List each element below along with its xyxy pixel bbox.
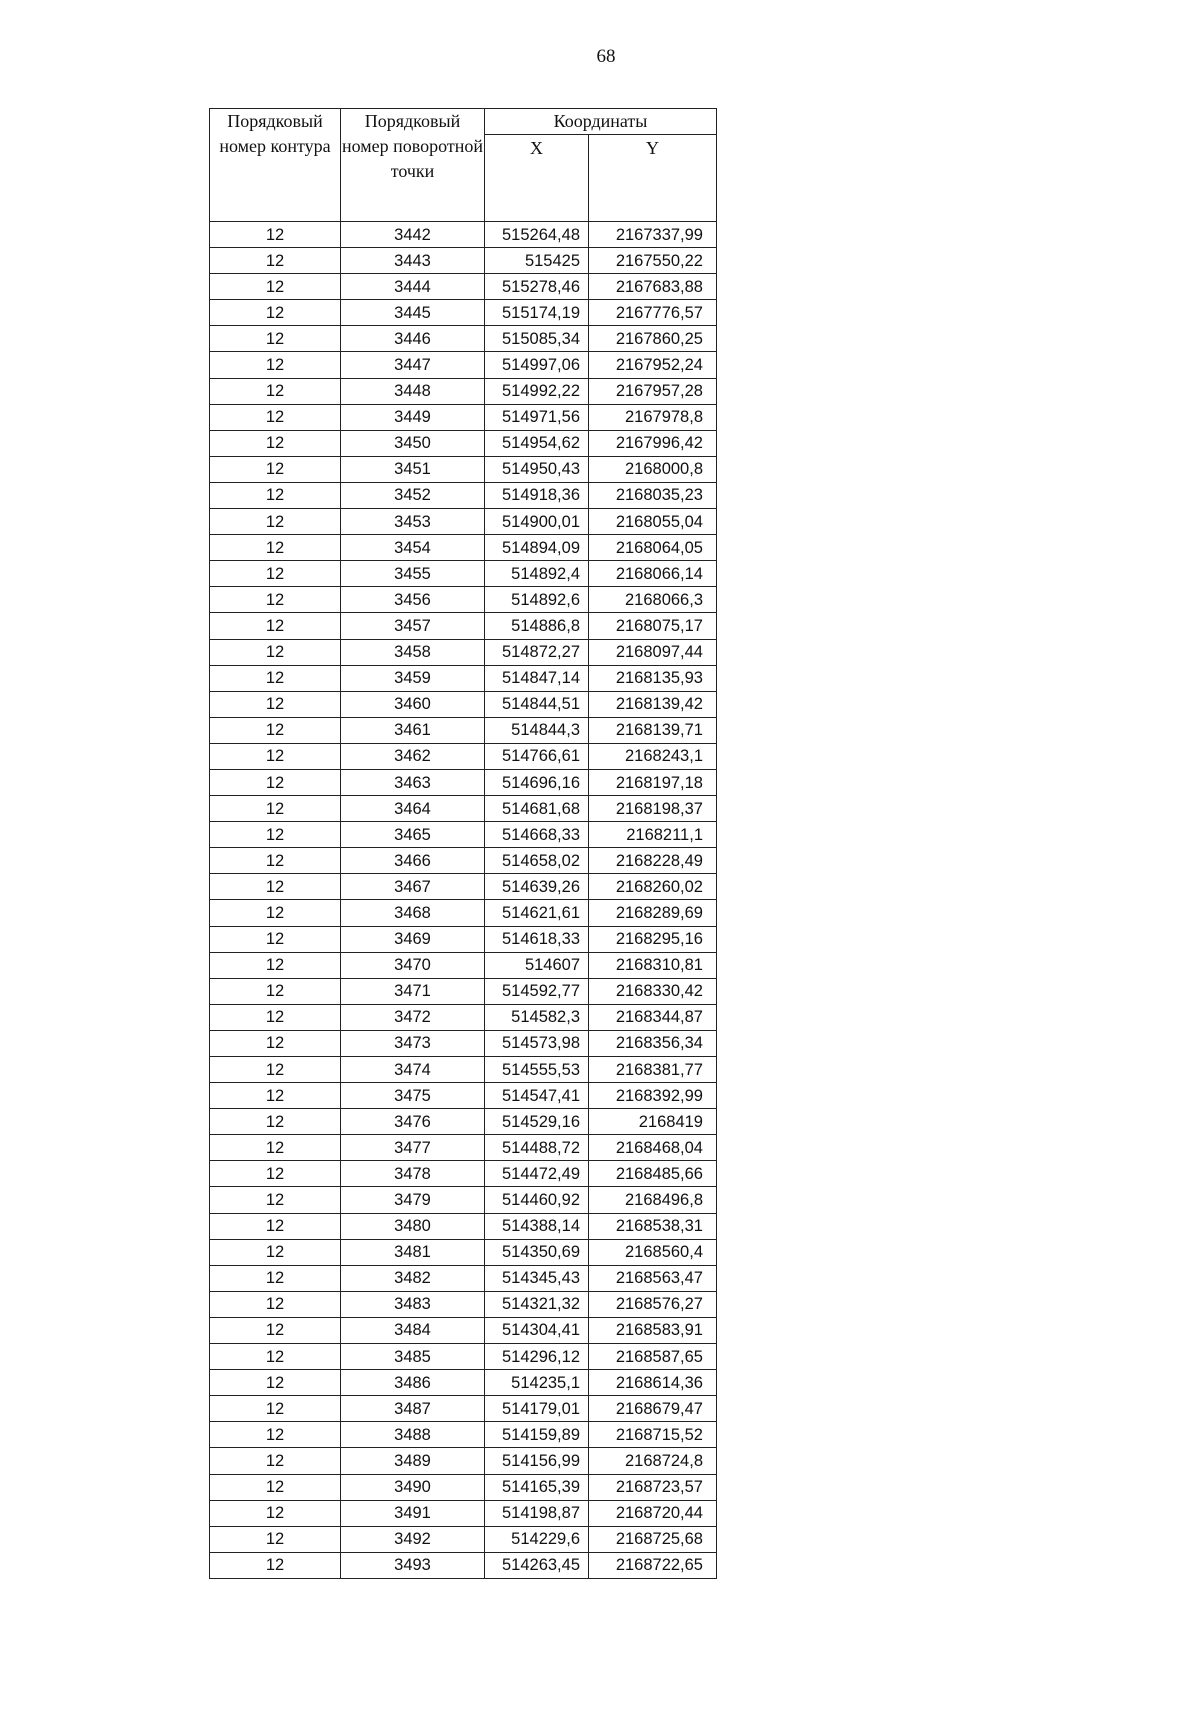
table-row bbox=[210, 613, 717, 639]
contour-number-cell: 12 bbox=[210, 587, 341, 613]
table-row bbox=[210, 1500, 717, 1526]
contour-number-cell: 12 bbox=[210, 274, 341, 300]
contour-number-cell: 12 bbox=[210, 482, 341, 508]
contour-number-cell: 12 bbox=[210, 1552, 341, 1578]
point-number-cell: 3471 bbox=[341, 978, 485, 1004]
contour-number-cell: 12 bbox=[210, 404, 341, 430]
x-coordinate-cell: 514847,14 bbox=[485, 665, 589, 691]
contour-number-cell: 12 bbox=[210, 848, 341, 874]
x-coordinate-cell: 514573,98 bbox=[485, 1030, 589, 1056]
contour-number-cell: 12 bbox=[210, 1030, 341, 1056]
table-row bbox=[210, 743, 717, 769]
y-coordinate-cell: 2168066,3 bbox=[589, 587, 717, 613]
point-number-cell: 3455 bbox=[341, 561, 485, 587]
table-row bbox=[210, 509, 717, 535]
contour-number-cell: 12 bbox=[210, 926, 341, 952]
table-row bbox=[210, 874, 717, 900]
table-row bbox=[210, 535, 717, 561]
contour-number-cell: 12 bbox=[210, 1135, 341, 1161]
x-coordinate-cell: 514639,26 bbox=[485, 874, 589, 900]
point-number-cell: 3489 bbox=[341, 1448, 485, 1474]
x-coordinate-cell: 514844,3 bbox=[485, 717, 589, 743]
contour-number-cell: 12 bbox=[210, 1526, 341, 1552]
contour-number-cell: 12 bbox=[210, 326, 341, 352]
table-row bbox=[210, 274, 717, 300]
point-number-cell: 3445 bbox=[341, 300, 485, 326]
point-number-cell: 3470 bbox=[341, 952, 485, 978]
table-row bbox=[210, 900, 717, 926]
y-coordinate-cell: 2168228,49 bbox=[589, 848, 717, 874]
y-coordinate-cell: 2168587,65 bbox=[589, 1344, 717, 1370]
x-coordinate-cell: 514681,68 bbox=[485, 796, 589, 822]
y-coordinate-cell: 2168538,31 bbox=[589, 1213, 717, 1239]
y-coordinate-cell: 2167957,28 bbox=[589, 378, 717, 404]
x-coordinate-cell: 515174,19 bbox=[485, 300, 589, 326]
y-coordinate-cell: 2168135,93 bbox=[589, 665, 717, 691]
point-number-cell: 3488 bbox=[341, 1422, 485, 1448]
y-coordinate-cell: 2168075,17 bbox=[589, 613, 717, 639]
point-number-cell: 3476 bbox=[341, 1109, 485, 1135]
contour-number-cell: 12 bbox=[210, 1396, 341, 1422]
contour-number-cell: 12 bbox=[210, 222, 341, 248]
point-number-cell: 3467 bbox=[341, 874, 485, 900]
header-x: X bbox=[485, 135, 589, 222]
contour-number-cell: 12 bbox=[210, 665, 341, 691]
point-number-cell: 3462 bbox=[341, 743, 485, 769]
table-row bbox=[210, 482, 717, 508]
x-coordinate-cell: 514668,33 bbox=[485, 822, 589, 848]
x-coordinate-cell: 514159,89 bbox=[485, 1422, 589, 1448]
table-row bbox=[210, 352, 717, 378]
contour-number-cell: 12 bbox=[210, 691, 341, 717]
contour-number-cell: 12 bbox=[210, 1265, 341, 1291]
y-coordinate-cell: 2167996,42 bbox=[589, 430, 717, 456]
y-coordinate-cell: 2168419 bbox=[589, 1109, 717, 1135]
point-number-cell: 3449 bbox=[341, 404, 485, 430]
point-number-cell: 3492 bbox=[341, 1526, 485, 1552]
contour-number-cell: 12 bbox=[210, 613, 341, 639]
x-coordinate-cell: 514886,8 bbox=[485, 613, 589, 639]
x-coordinate-cell: 514472,49 bbox=[485, 1161, 589, 1187]
table-row bbox=[210, 691, 717, 717]
table-row bbox=[210, 404, 717, 430]
y-coordinate-cell: 2168563,47 bbox=[589, 1265, 717, 1291]
x-coordinate-cell: 514547,41 bbox=[485, 1083, 589, 1109]
contour-number-cell: 12 bbox=[210, 509, 341, 535]
contour-number-cell: 12 bbox=[210, 378, 341, 404]
x-coordinate-cell: 514607 bbox=[485, 952, 589, 978]
contour-number-cell: 12 bbox=[210, 796, 341, 822]
point-number-cell: 3493 bbox=[341, 1552, 485, 1578]
contour-number-cell: 12 bbox=[210, 456, 341, 482]
contour-number-cell: 12 bbox=[210, 1344, 341, 1370]
x-coordinate-cell: 514165,39 bbox=[485, 1474, 589, 1500]
y-coordinate-cell: 2168243,1 bbox=[589, 743, 717, 769]
table-row bbox=[210, 1552, 717, 1578]
table-row bbox=[210, 561, 717, 587]
page-number: 68 bbox=[596, 46, 616, 67]
point-number-cell: 3472 bbox=[341, 1004, 485, 1030]
x-coordinate-cell: 514345,43 bbox=[485, 1265, 589, 1291]
x-coordinate-cell: 515425 bbox=[485, 248, 589, 274]
table-row bbox=[210, 1083, 717, 1109]
contour-number-cell: 12 bbox=[210, 1448, 341, 1474]
x-coordinate-cell: 515085,34 bbox=[485, 326, 589, 352]
point-number-cell: 3454 bbox=[341, 535, 485, 561]
x-coordinate-cell: 514263,45 bbox=[485, 1552, 589, 1578]
point-number-cell: 3468 bbox=[341, 900, 485, 926]
x-coordinate-cell: 514892,6 bbox=[485, 587, 589, 613]
point-number-cell: 3446 bbox=[341, 326, 485, 352]
x-coordinate-cell: 514918,36 bbox=[485, 482, 589, 508]
table-row bbox=[210, 222, 717, 248]
point-number-cell: 3481 bbox=[341, 1239, 485, 1265]
y-coordinate-cell: 2168289,69 bbox=[589, 900, 717, 926]
table-row bbox=[210, 326, 717, 352]
x-coordinate-cell: 514844,51 bbox=[485, 691, 589, 717]
y-coordinate-cell: 2168055,04 bbox=[589, 509, 717, 535]
contour-number-cell: 12 bbox=[210, 1370, 341, 1396]
contour-number-cell: 12 bbox=[210, 535, 341, 561]
table-row bbox=[210, 1109, 717, 1135]
y-coordinate-cell: 2168139,71 bbox=[589, 717, 717, 743]
y-coordinate-cell: 2167860,25 bbox=[589, 326, 717, 352]
y-coordinate-cell: 2168035,23 bbox=[589, 482, 717, 508]
contour-number-cell: 12 bbox=[210, 1187, 341, 1213]
y-coordinate-cell: 2168381,77 bbox=[589, 1057, 717, 1083]
contour-number-cell: 12 bbox=[210, 1500, 341, 1526]
table-row bbox=[210, 1004, 717, 1030]
point-number-cell: 3487 bbox=[341, 1396, 485, 1422]
table-row bbox=[210, 430, 717, 456]
table-row bbox=[210, 769, 717, 795]
contour-number-cell: 12 bbox=[210, 1161, 341, 1187]
table-row bbox=[210, 978, 717, 1004]
x-coordinate-cell: 514658,02 bbox=[485, 848, 589, 874]
y-coordinate-cell: 2168000,8 bbox=[589, 456, 717, 482]
table-row bbox=[210, 300, 717, 326]
y-coordinate-cell: 2168576,27 bbox=[589, 1291, 717, 1317]
x-coordinate-cell: 514321,32 bbox=[485, 1291, 589, 1317]
contour-number-cell: 12 bbox=[210, 248, 341, 274]
x-coordinate-cell: 514971,56 bbox=[485, 404, 589, 430]
table-row bbox=[210, 378, 717, 404]
coordinates-table bbox=[209, 108, 717, 1579]
table-row bbox=[210, 639, 717, 665]
point-number-cell: 3464 bbox=[341, 796, 485, 822]
contour-number-cell: 12 bbox=[210, 822, 341, 848]
y-coordinate-cell: 2168330,42 bbox=[589, 978, 717, 1004]
table-row bbox=[210, 1057, 717, 1083]
y-coordinate-cell: 2168722,65 bbox=[589, 1552, 717, 1578]
contour-number-cell: 12 bbox=[210, 1213, 341, 1239]
point-number-cell: 3444 bbox=[341, 274, 485, 300]
point-number-cell: 3453 bbox=[341, 509, 485, 535]
y-coordinate-cell: 2168485,66 bbox=[589, 1161, 717, 1187]
x-coordinate-cell: 514954,62 bbox=[485, 430, 589, 456]
header-contour-number: Порядковый номер контура bbox=[210, 109, 341, 222]
x-coordinate-cell: 514460,92 bbox=[485, 1187, 589, 1213]
table-row bbox=[210, 1344, 717, 1370]
table-row bbox=[210, 1526, 717, 1552]
y-coordinate-cell: 2167952,24 bbox=[589, 352, 717, 378]
y-coordinate-cell: 2168198,37 bbox=[589, 796, 717, 822]
point-number-cell: 3484 bbox=[341, 1317, 485, 1343]
x-coordinate-cell: 514894,09 bbox=[485, 535, 589, 561]
point-number-cell: 3466 bbox=[341, 848, 485, 874]
point-number-cell: 3486 bbox=[341, 1370, 485, 1396]
point-number-cell: 3450 bbox=[341, 430, 485, 456]
x-coordinate-cell: 514900,01 bbox=[485, 509, 589, 535]
header-point-number: Порядковый номер поворотной точки bbox=[341, 109, 485, 222]
x-coordinate-cell: 515264,48 bbox=[485, 222, 589, 248]
contour-number-cell: 12 bbox=[210, 900, 341, 926]
point-number-cell: 3473 bbox=[341, 1030, 485, 1056]
x-coordinate-cell: 514592,77 bbox=[485, 978, 589, 1004]
y-coordinate-cell: 2168310,81 bbox=[589, 952, 717, 978]
x-coordinate-cell: 514529,16 bbox=[485, 1109, 589, 1135]
contour-number-cell: 12 bbox=[210, 743, 341, 769]
table-row bbox=[210, 1448, 717, 1474]
y-coordinate-cell: 2168583,91 bbox=[589, 1317, 717, 1343]
table-row bbox=[210, 1239, 717, 1265]
x-coordinate-cell: 514229,6 bbox=[485, 1526, 589, 1552]
point-number-cell: 3459 bbox=[341, 665, 485, 691]
y-coordinate-cell: 2168725,68 bbox=[589, 1526, 717, 1552]
table-row bbox=[210, 1265, 717, 1291]
point-number-cell: 3451 bbox=[341, 456, 485, 482]
table-body bbox=[210, 222, 717, 1579]
x-coordinate-cell: 514892,4 bbox=[485, 561, 589, 587]
table-row bbox=[210, 1135, 717, 1161]
y-coordinate-cell: 2168614,36 bbox=[589, 1370, 717, 1396]
x-coordinate-cell: 514766,61 bbox=[485, 743, 589, 769]
x-coordinate-cell: 514618,33 bbox=[485, 926, 589, 952]
table-row bbox=[210, 848, 717, 874]
contour-number-cell: 12 bbox=[210, 1083, 341, 1109]
x-coordinate-cell: 514992,22 bbox=[485, 378, 589, 404]
contour-number-cell: 12 bbox=[210, 639, 341, 665]
header-y: Y bbox=[589, 135, 717, 222]
contour-number-cell: 12 bbox=[210, 300, 341, 326]
contour-number-cell: 12 bbox=[210, 561, 341, 587]
point-number-cell: 3447 bbox=[341, 352, 485, 378]
table-row bbox=[210, 1422, 717, 1448]
x-coordinate-cell: 514997,06 bbox=[485, 352, 589, 378]
contour-number-cell: 12 bbox=[210, 874, 341, 900]
y-coordinate-cell: 2168715,52 bbox=[589, 1422, 717, 1448]
x-coordinate-cell: 514388,14 bbox=[485, 1213, 589, 1239]
contour-number-cell: 12 bbox=[210, 1291, 341, 1317]
contour-number-cell: 12 bbox=[210, 1004, 341, 1030]
table-row bbox=[210, 952, 717, 978]
x-coordinate-cell: 514350,69 bbox=[485, 1239, 589, 1265]
table-row bbox=[210, 1030, 717, 1056]
y-coordinate-cell: 2167978,8 bbox=[589, 404, 717, 430]
y-coordinate-cell: 2168560,4 bbox=[589, 1239, 717, 1265]
point-number-cell: 3456 bbox=[341, 587, 485, 613]
y-coordinate-cell: 2168679,47 bbox=[589, 1396, 717, 1422]
table-row bbox=[210, 822, 717, 848]
contour-number-cell: 12 bbox=[210, 1109, 341, 1135]
contour-number-cell: 12 bbox=[210, 769, 341, 795]
table-row bbox=[210, 717, 717, 743]
contour-number-cell: 12 bbox=[210, 352, 341, 378]
contour-number-cell: 12 bbox=[210, 1239, 341, 1265]
x-coordinate-cell: 514179,01 bbox=[485, 1396, 589, 1422]
contour-number-cell: 12 bbox=[210, 717, 341, 743]
point-number-cell: 3482 bbox=[341, 1265, 485, 1291]
table-row bbox=[210, 665, 717, 691]
contour-number-cell: 12 bbox=[210, 1057, 341, 1083]
y-coordinate-cell: 2167337,99 bbox=[589, 222, 717, 248]
point-number-cell: 3491 bbox=[341, 1500, 485, 1526]
y-coordinate-cell: 2168097,44 bbox=[589, 639, 717, 665]
y-coordinate-cell: 2168392,99 bbox=[589, 1083, 717, 1109]
y-coordinate-cell: 2168344,87 bbox=[589, 1004, 717, 1030]
point-number-cell: 3480 bbox=[341, 1213, 485, 1239]
point-number-cell: 3457 bbox=[341, 613, 485, 639]
x-coordinate-cell: 514304,41 bbox=[485, 1317, 589, 1343]
point-number-cell: 3458 bbox=[341, 639, 485, 665]
point-number-cell: 3443 bbox=[341, 248, 485, 274]
point-number-cell: 3483 bbox=[341, 1291, 485, 1317]
x-coordinate-cell: 514198,87 bbox=[485, 1500, 589, 1526]
y-coordinate-cell: 2168356,34 bbox=[589, 1030, 717, 1056]
table-row bbox=[210, 1474, 717, 1500]
y-coordinate-cell: 2168295,16 bbox=[589, 926, 717, 952]
y-coordinate-cell: 2168723,57 bbox=[589, 1474, 717, 1500]
point-number-cell: 3477 bbox=[341, 1135, 485, 1161]
point-number-cell: 3442 bbox=[341, 222, 485, 248]
y-coordinate-cell: 2168724,8 bbox=[589, 1448, 717, 1474]
x-coordinate-cell: 514696,16 bbox=[485, 769, 589, 795]
point-number-cell: 3461 bbox=[341, 717, 485, 743]
contour-number-cell: 12 bbox=[210, 952, 341, 978]
x-coordinate-cell: 514156,99 bbox=[485, 1448, 589, 1474]
table-row bbox=[210, 1161, 717, 1187]
x-coordinate-cell: 515278,46 bbox=[485, 274, 589, 300]
contour-number-cell: 12 bbox=[210, 430, 341, 456]
y-coordinate-cell: 2167550,22 bbox=[589, 248, 717, 274]
table-row bbox=[210, 1291, 717, 1317]
x-coordinate-cell: 514621,61 bbox=[485, 900, 589, 926]
point-number-cell: 3469 bbox=[341, 926, 485, 952]
table-row bbox=[210, 926, 717, 952]
x-coordinate-cell: 514872,27 bbox=[485, 639, 589, 665]
y-coordinate-cell: 2168468,04 bbox=[589, 1135, 717, 1161]
y-coordinate-cell: 2168066,14 bbox=[589, 561, 717, 587]
x-coordinate-cell: 514950,43 bbox=[485, 456, 589, 482]
point-number-cell: 3460 bbox=[341, 691, 485, 717]
table-row bbox=[210, 1396, 717, 1422]
x-coordinate-cell: 514582,3 bbox=[485, 1004, 589, 1030]
contour-number-cell: 12 bbox=[210, 1474, 341, 1500]
x-coordinate-cell: 514235,1 bbox=[485, 1370, 589, 1396]
table-row bbox=[210, 1370, 717, 1396]
header-coordinates: Координаты bbox=[485, 109, 717, 135]
contour-number-cell: 12 bbox=[210, 1317, 341, 1343]
contour-number-cell: 12 bbox=[210, 978, 341, 1004]
point-number-cell: 3465 bbox=[341, 822, 485, 848]
x-coordinate-cell: 514296,12 bbox=[485, 1344, 589, 1370]
x-coordinate-cell: 514488,72 bbox=[485, 1135, 589, 1161]
y-coordinate-cell: 2167776,57 bbox=[589, 300, 717, 326]
table-row bbox=[210, 1213, 717, 1239]
point-number-cell: 3448 bbox=[341, 378, 485, 404]
y-coordinate-cell: 2168197,18 bbox=[589, 769, 717, 795]
table-row bbox=[210, 1187, 717, 1213]
table-row bbox=[210, 248, 717, 274]
point-number-cell: 3474 bbox=[341, 1057, 485, 1083]
table-row bbox=[210, 587, 717, 613]
y-coordinate-cell: 2168496,8 bbox=[589, 1187, 717, 1213]
table-header bbox=[210, 109, 717, 222]
table-row bbox=[210, 456, 717, 482]
point-number-cell: 3452 bbox=[341, 482, 485, 508]
table-row bbox=[210, 796, 717, 822]
point-number-cell: 3475 bbox=[341, 1083, 485, 1109]
point-number-cell: 3479 bbox=[341, 1187, 485, 1213]
contour-number-cell: 12 bbox=[210, 1422, 341, 1448]
point-number-cell: 3463 bbox=[341, 769, 485, 795]
y-coordinate-cell: 2168260,02 bbox=[589, 874, 717, 900]
y-coordinate-cell: 2168064,05 bbox=[589, 535, 717, 561]
point-number-cell: 3485 bbox=[341, 1344, 485, 1370]
point-number-cell: 3478 bbox=[341, 1161, 485, 1187]
y-coordinate-cell: 2168720,44 bbox=[589, 1500, 717, 1526]
x-coordinate-cell: 514555,53 bbox=[485, 1057, 589, 1083]
table-row bbox=[210, 1317, 717, 1343]
point-number-cell: 3490 bbox=[341, 1474, 485, 1500]
y-coordinate-cell: 2167683,88 bbox=[589, 274, 717, 300]
y-coordinate-cell: 2168211,1 bbox=[589, 822, 717, 848]
y-coordinate-cell: 2168139,42 bbox=[589, 691, 717, 717]
